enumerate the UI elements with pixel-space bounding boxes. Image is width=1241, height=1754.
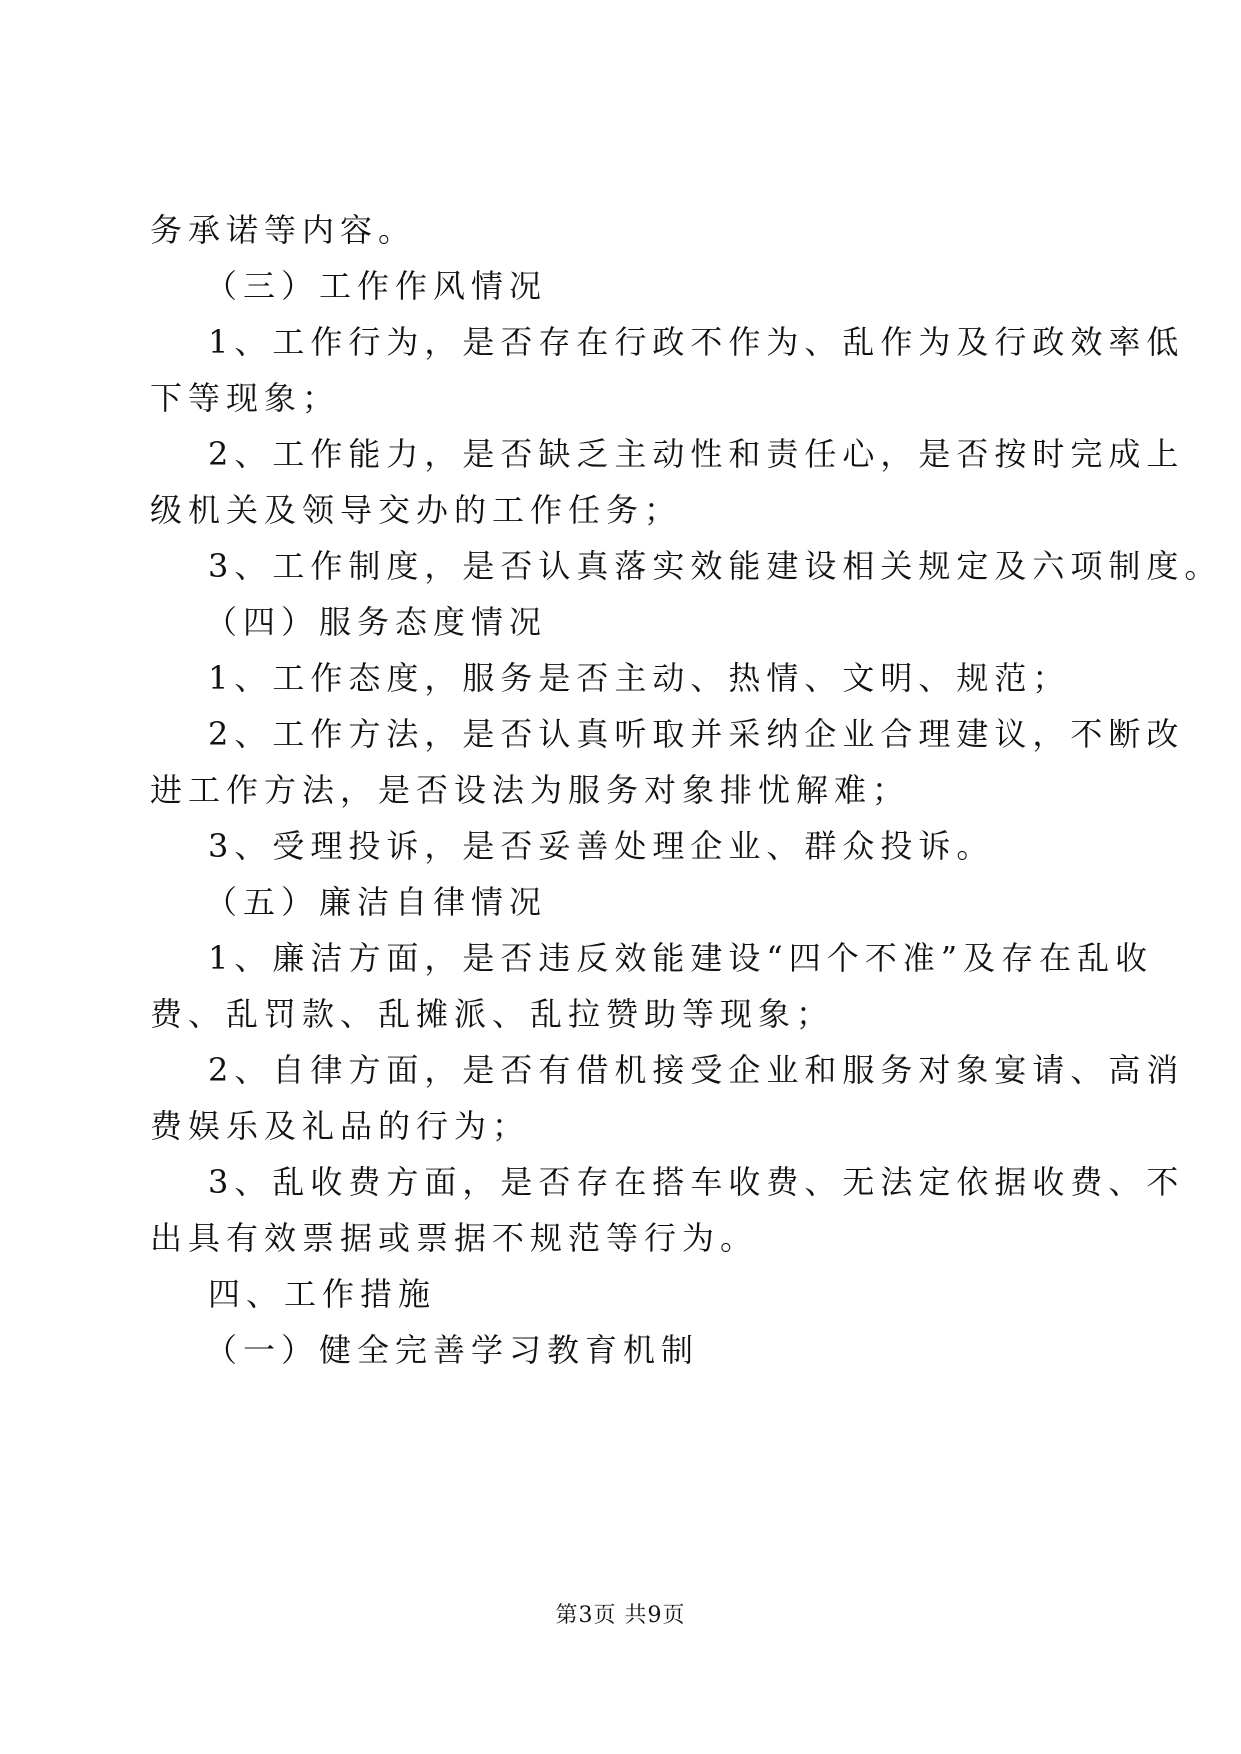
text-line-14: 1、廉洁方面，是否违反效能建设“四个不准”及存在乱收: [208, 939, 1154, 977]
text-line-15: 费、乱罚款、乱摊派、乱拉赞助等现象；: [150, 995, 835, 1033]
text-line-9: 1、工作态度，服务是否主动、热情、文明、规范；: [208, 659, 1071, 697]
text-line-10: 2、工作方法，是否认真听取并采纳企业合理建议，不断改: [208, 715, 1185, 753]
text-line-18: 3、乱收费方面，是否存在搭车收费、无法定依据收费、不: [208, 1163, 1185, 1201]
text-line-4: 下等现象；: [150, 379, 341, 417]
text-line-12: 3、受理投诉，是否妥善处理企业、群众投诉。: [208, 827, 995, 865]
text-line-1: 务承诺等内容。: [150, 211, 417, 249]
text-line-5: 2、工作能力，是否缺乏主动性和责任心，是否按时完成上: [208, 435, 1185, 473]
text-line-3: 1、工作行为，是否存在行政不作为、乱作为及行政效率低: [208, 323, 1185, 361]
text-line-17: 费娱乐及礼品的行为；: [150, 1107, 531, 1145]
text-line-6: 级机关及领导交办的工作任务；: [150, 491, 683, 529]
text-line-7: 3、工作制度，是否认真落实效能建设相关规定及六项制度。: [208, 547, 1223, 585]
text-line-19: 出具有效票据或票据不规范等行为。: [150, 1219, 759, 1257]
chapter-heading-4: 四、工作措施: [208, 1275, 437, 1313]
text-line-11: 进工作方法，是否设法为服务对象排忧解难；: [150, 771, 911, 809]
page-footer: 第3页 共9页: [555, 1603, 686, 1628]
text-line-16: 2、自律方面，是否有借机接受企业和服务对象宴请、高消: [208, 1051, 1185, 1089]
section-heading-3: （三）工作作风情况: [205, 267, 548, 305]
section-heading-1: （一）健全完善学习教育机制: [205, 1331, 700, 1369]
section-heading-4: （四）服务态度情况: [205, 603, 548, 641]
section-heading-5: （五）廉洁自律情况: [205, 883, 548, 921]
